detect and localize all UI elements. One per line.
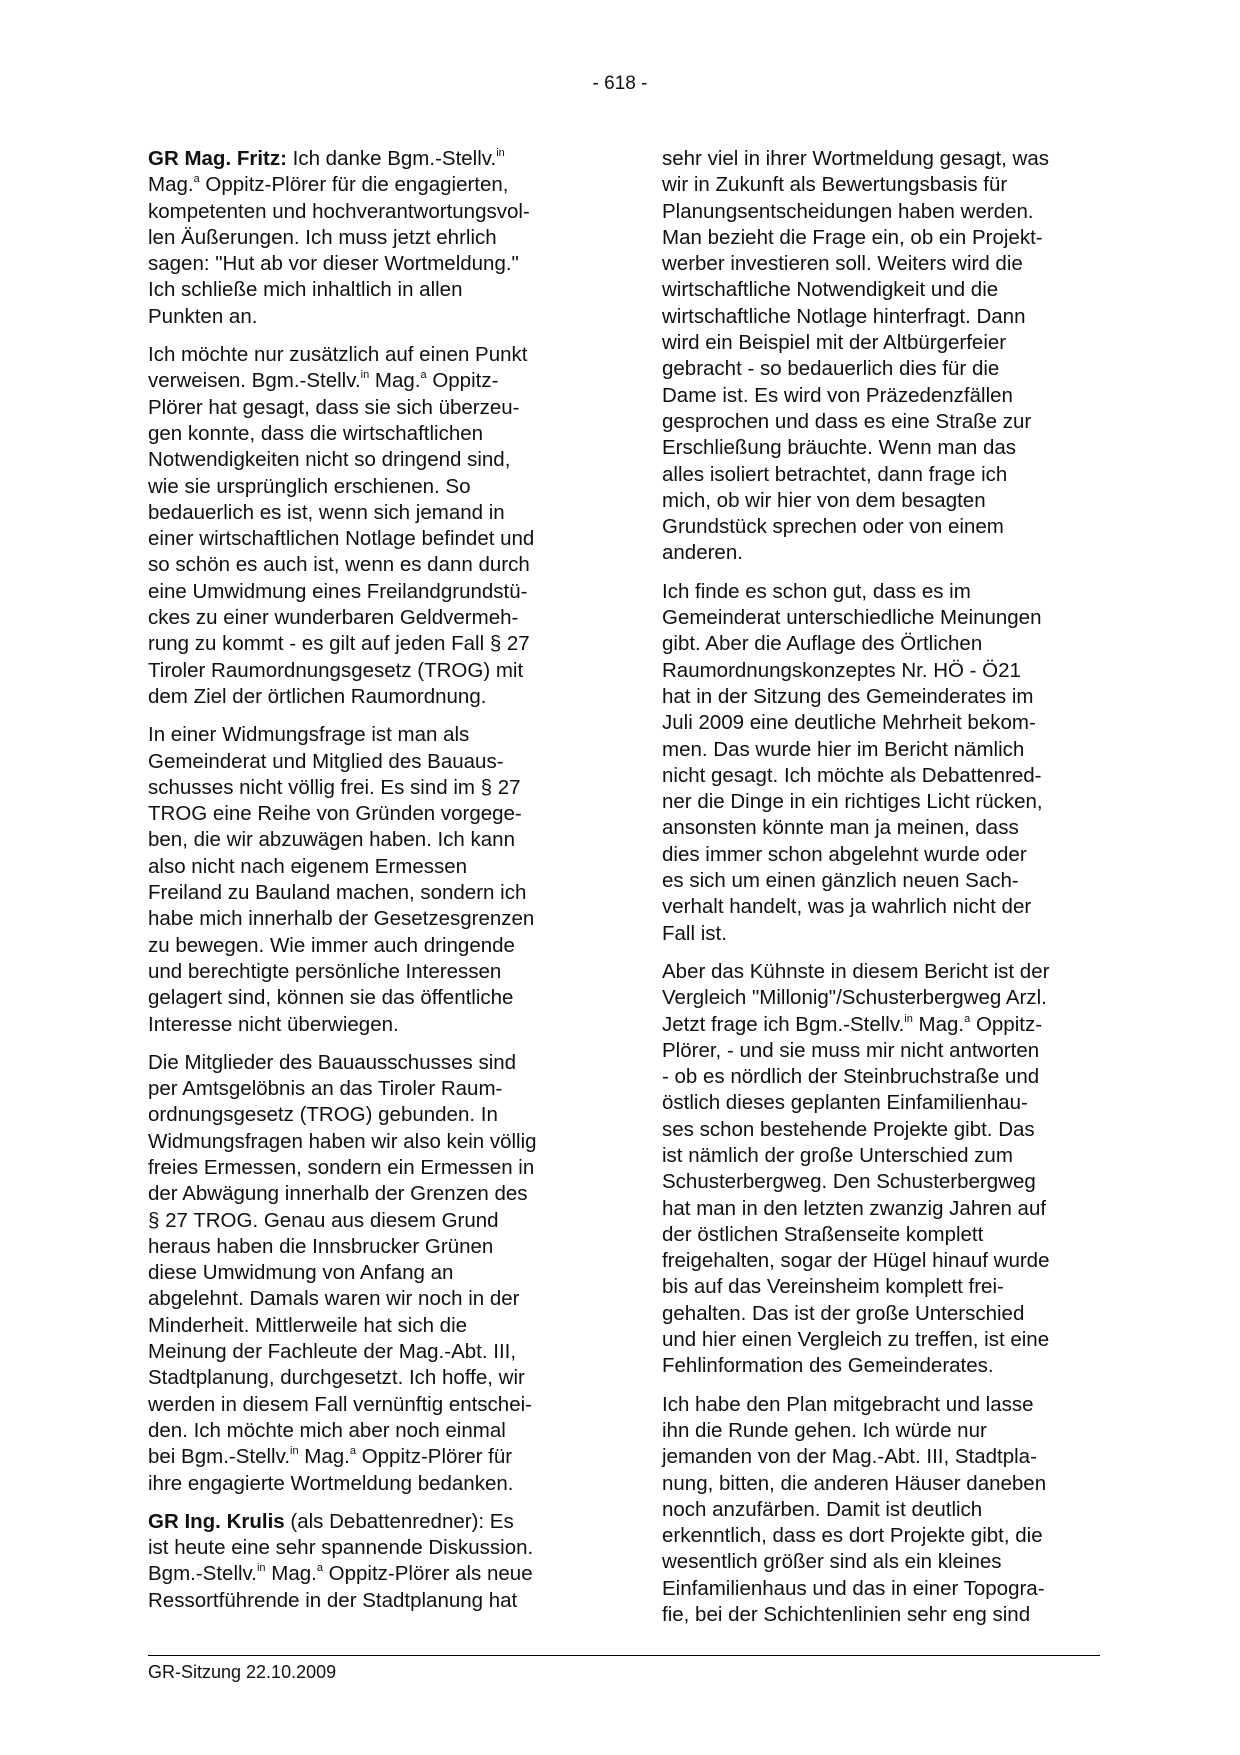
page-number: - 618 - [592, 73, 648, 94]
paragraph-fritz: GR Mag. Fritz: Ich danke Bgm.-Stellv.$^{in}$ Mag.$^a$ Oppitz-Plörer für die engagierten, kompetenten und hochverantwortungsvol- len Äußerungen. Ich muss jetzt ehrlich sagen: "Hut ab vor dieser Wortmeldung." Ich schließe mich inhaltlich in allen Punkten an. [148, 147, 530, 328]
speaker-name: GR Mag. Fritz: [148, 147, 287, 170]
paragraph: Die Mitglieder des Bauausschusses sind per Amtsgelöbnis an das Tiroler Raum- ordnungsgesetz (TROG) gebunden. In Widmungsfragen haben wir also kein völlig freies Ermessen, sondern ein Ermessen in der Abwägung innerhalb der Grenzen des § 27 TROG. Genau aus diesem Grund heraus haben die Innsbrucker Grünen diese Umwidmung von Anfang an abgelehnt. Damals waren wir noch in der Minderheit. Mittlerweile hat sich die Meinung der Fachleute der Mag.-Abt. III, Stadtplanung, durchgesetzt. Ich hoffe, wir werden in diesem Fall vernünftig entschei- den. Ich möchte mich aber noch einmal bei Bgm.-Stellv.$^{in}$ Mag.$^a$ Oppitz-Plörer für ihre engagierte Wortmeldung bedanken. [148, 1050, 537, 1495]
paragraph: In einer Widmungsfrage ist man als Gemeinderat und Mitglied des Bauaus- schusses nicht völlig frei. Es sind im § 27 TROG eine Reihe von Gründen vorgege- ben, die wir abzuwägen haben. Ich kann also nicht nach eigenem Ermessen Freiland zu Bauland machen, sondern ich habe mich innerhalb der Gesetzesgrenzen zu bewegen. Wie immer auch dringende und berechtigte persönliche Interessen gelagert sind, können sie das öffentliche Interesse nicht überwiegen. [148, 723, 535, 1036]
speaker-name: GR Ing. Krulis [148, 1509, 285, 1533]
paragraph: Ich möchte nur zusätzlich auf einen Punkt verweisen. Bgm.-Stellv.$^{in}$ Mag.$^a$ Oppitz- Plörer hat gesagt, dass sie sich überzeu- gen konnte, dass die wirtschaftlichen Notwendigkeiten nicht so dringend sind, wie sie ursprünglich erschienen. So bedauerlich es ist, wenn sich jemand in einer wirtschaftlichen Notlage befindet und so schön es auch ist, wenn es dann durch eine Umwidmung eines Freilandgrundstü- ckes zu einer wunderbaren Geldvermeh- rung zu kommt - es gilt auf jeden Fall § 27 Tiroler Raumordnungsgesetz (TROG) mit dem Ziel der örtlichen Raumordnung. [148, 343, 535, 708]
paragraph: sehr viel in ihrer Wortmeldung gesagt, was wir in Zukunft als Bewertungsbasis für Planungsentscheidungen haben werden. Man bezieht die Frage ein, ob ein Projekt- werber investieren soll. Weiters wird die wirtschaftliche Notwendigkeit und die wirtschaftliche Notlage hinterfragt. Dann wird ein Beispiel mit der Altbürgerfeier gebracht - so bedauerlich dies für die Dame ist. Es wird von Präzedenzfällen gesprochen und dass es eine Straße zur Erschließung bräuchte. Wenn man das alles isoliert betrachtet, dann frage ich mich, ob wir hier von dem besagten Grundstück sprechen oder von einem anderen. [662, 147, 1050, 565]
right-column [662, 146, 1107, 1640]
paragraph: Aber das Kühnste in diesem Bericht ist der Vergleich "Millonig"/Schusterbergweg Arzl. Jetzt frage ich Bgm.-Stellv.$^{in}$ Mag.$^a$ Oppitz- Plörer, - und sie muss mir nicht antworten - ob es nördlich der Steinbruchstraße und östlich dieses geplanten Einfamilienhau- ses schon bestehende Projekte gibt. Das ist nämlich der große Unterschied zum Schusterbergweg. Den Schusterbergweg hat man in den letzten zwanzig Jahren auf der östlichen Straßenseite komplett freigehalten, sogar der Hügel hinauf wurde bis auf das Vereinsheim komplett frei- gehalten. Das ist der große Unterschied und hier einen Vergleich zu treffen, ist eine Fehlinformation des Gemeinderates. [662, 959, 1050, 1378]
footer-text: GR-Sitzung 22.10.2009 [148, 1662, 337, 1682]
footer-divider [148, 1655, 1100, 1656]
left-column [148, 146, 593, 1626]
paragraph-krulis: GR Ing. Krulis (als Debattenredner): Es ist heute eine sehr spannende Diskussion. Bgm.-Stellv.$^{in}$ Mag.$^a$ Oppitz-Plörer als neue Ressortführende in der Stadtplanung hat [148, 1509, 534, 1612]
paragraph: Ich finde es schon gut, dass es im Gemeinderat unterschiedliche Meinungen gibt. Aber die Auflage des Örtlichen Raumordnungskonzeptes Nr. HÖ - Ö21 hat in der Sitzung des Gemeinderates im Juli 2009 eine deutliche Mehrheit bekom- men. Das wurde hier im Bericht nämlich nicht gesagt. Ich möchte als Debattenred- ner die Dinge in ein richtiges Licht rücken, ansonsten könnte man ja meinen, dass dies immer schon abgelehnt wurde oder es sich um einen gänzlich neuen Sach- verhalt handelt, was ja wahrlich nicht der Fall ist. [662, 579, 1043, 945]
paragraph: Ich habe den Plan mitgebracht und lasse ihn die Runde gehen. Ich würde nur jemanden von der Mag.-Abt. III, Stadtpla- nung, bitten, die anderen Häuser daneben noch anzufärben. Damit ist deutlich erkenntlich, dass es dort Projekte gibt, die wesentlich größer sind als ein kleines Einfamilienhaus und das in einer Topogra- fie, bei der Schichtenlinien sehr eng sind [662, 1392, 1047, 1627]
